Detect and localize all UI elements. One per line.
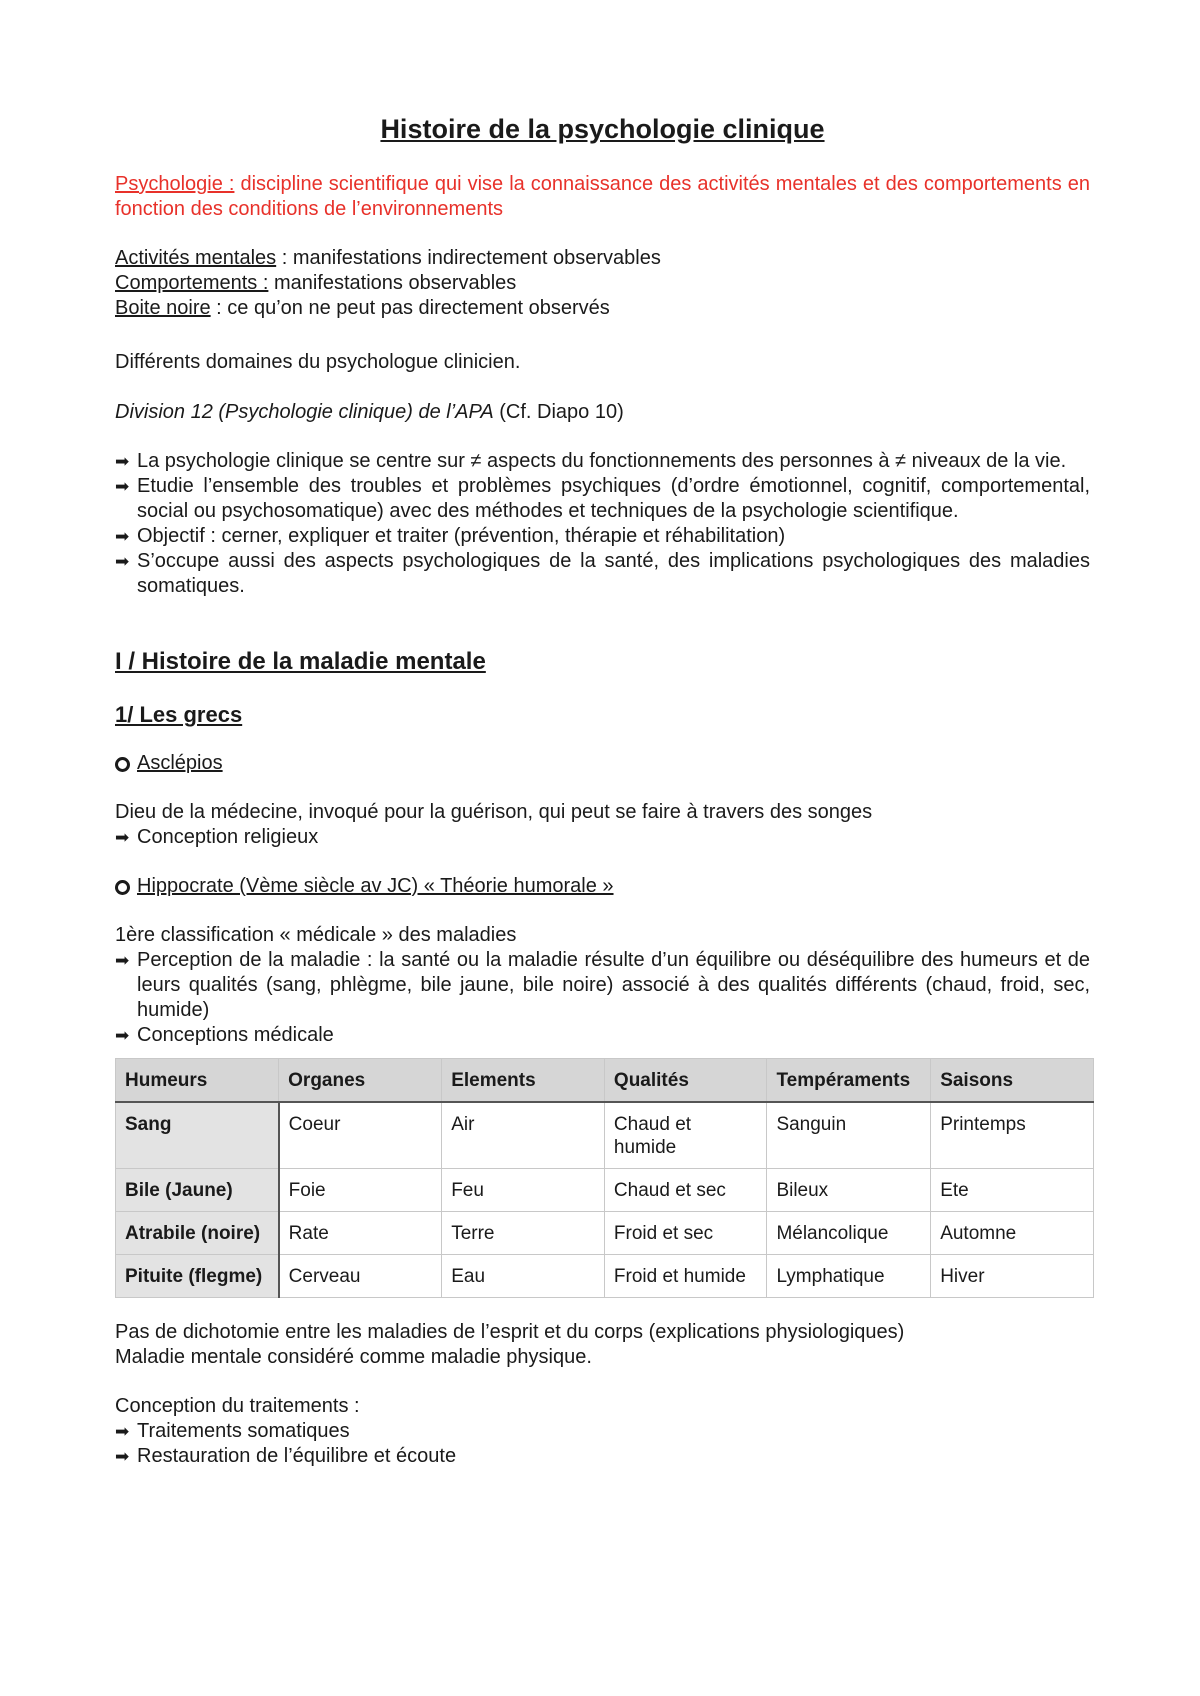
term-text: manifestations indirectement observables <box>292 247 661 269</box>
list-item <box>115 948 1090 1023</box>
table-cell: Ete <box>931 1169 1094 1212</box>
table-cell: Chaud et sec <box>604 1169 767 1212</box>
hippocrate-bullet-list <box>115 948 1090 1048</box>
arrow-icon: ➡ <box>115 1422 130 1441</box>
division-italic: Division 12 (Psychologie clinique) de l’APA <box>115 401 494 423</box>
circle-bullet-icon <box>115 880 130 895</box>
list-item-text: Restauration de l’équilibre et écoute <box>137 1445 457 1467</box>
section-heading: I / Histoire de la maladie mentale <box>115 648 486 675</box>
spacer <box>115 729 1090 751</box>
table-cell: Coeur <box>279 1102 442 1169</box>
table-cell: Mélancolique <box>767 1212 931 1255</box>
table-cell: Hiver <box>931 1255 1094 1298</box>
table-cell: Bileux <box>767 1169 931 1212</box>
table-header-cell: Qualités <box>604 1059 767 1103</box>
table-row <box>116 1169 1094 1212</box>
term-label: Activités mentales <box>115 247 277 269</box>
domains-line: Différents domaines du psychologue clinicien. <box>115 351 521 373</box>
hippocrate-heading <box>115 874 1090 899</box>
document-content <box>115 112 1090 1469</box>
table-header-cell: Organes <box>279 1059 442 1103</box>
term-separator: : <box>276 247 293 269</box>
division-line <box>115 400 1090 425</box>
list-item-text: Conception religieux <box>137 826 319 848</box>
term-line <box>115 296 1090 321</box>
spacer <box>115 1298 1090 1320</box>
arrow-icon: ➡ <box>115 552 130 571</box>
list-item <box>115 1444 1090 1469</box>
table-cell: Froid et sec <box>604 1212 767 1255</box>
asclepios-title: Asclépios <box>137 752 223 774</box>
spacer <box>115 677 1090 701</box>
table-header-cell: Saisons <box>931 1059 1094 1103</box>
table-cell: Terre <box>442 1212 605 1255</box>
arrow-icon: ➡ <box>115 452 130 471</box>
spacer <box>115 1370 1090 1394</box>
table-row-header: Atrabile (noire) <box>116 1212 279 1255</box>
hippocrate-text: 1ère classification « médicale » des maladies <box>115 924 517 946</box>
arrow-icon: ➡ <box>115 1447 130 1466</box>
arrow-icon: ➡ <box>115 527 130 546</box>
table-cell: Foie <box>279 1169 442 1212</box>
term-label: Comportements : <box>115 272 269 294</box>
table-cell: Automne <box>931 1212 1094 1255</box>
table-cell: Sanguin <box>767 1102 931 1169</box>
table-cell: Cerveau <box>279 1255 442 1298</box>
term-line <box>115 271 1090 296</box>
division-rest: (Cf. Diapo 10) <box>493 401 624 423</box>
asclepios-text: Dieu de la médecine, invoqué pour la guérison, qui peut se faire à travers des songes <box>115 801 873 823</box>
list-item <box>115 449 1090 474</box>
spacer <box>115 899 1090 923</box>
table-header-row <box>116 1059 1094 1103</box>
term-text: ce qu’on ne peut pas directement observés <box>227 297 610 319</box>
spacer <box>115 599 1090 647</box>
spacer <box>115 776 1090 800</box>
list-item <box>115 1419 1090 1444</box>
asclepios-bullet-list <box>115 825 1090 850</box>
after-table-line: Maladie mentale considéré comme maladie physique. <box>115 1346 592 1368</box>
treatment-heading: Conception du traitements : <box>115 1395 360 1417</box>
term-label: Boite noire <box>115 297 211 319</box>
asclepios-heading <box>115 751 1090 776</box>
table-cell: Rate <box>279 1212 442 1255</box>
term-text: manifestations observables <box>273 272 517 294</box>
list-item <box>115 1023 1090 1048</box>
table-row <box>116 1102 1094 1169</box>
list-item-text: Objectif : cerner, expliquer et traiter (prévention, thérapie et réhabilitation) <box>137 525 786 547</box>
table-cell: Chaud et humide <box>604 1102 767 1169</box>
arrow-icon: ➡ <box>115 477 130 496</box>
spacer <box>115 850 1090 874</box>
table-cell: Eau <box>442 1255 605 1298</box>
after-table-line: Pas de dichotomie entre les maladies de l’esprit et du corps (explications physiologiques) <box>115 1321 905 1343</box>
arrow-icon: ➡ <box>115 951 130 970</box>
list-item-text: Traitements somatiques <box>137 1420 350 1442</box>
table-row <box>116 1255 1094 1298</box>
spacer <box>115 375 1090 400</box>
table-cell: Lymphatique <box>767 1255 931 1298</box>
table-row-header: Pituite (flegme) <box>116 1255 279 1298</box>
list-item-text: S’occupe aussi des aspects psychologiques de la santé, des implications psychologiques des maladies somatiques. <box>137 550 1090 597</box>
list-item-text: La psychologie clinique se centre sur ≠ aspects du fonctionnements des personnes à ≠ niveaux de la vie. <box>137 450 1067 472</box>
spacer <box>115 321 1090 350</box>
arrow-icon: ➡ <box>115 1026 130 1045</box>
arrow-icon: ➡ <box>115 828 130 847</box>
table-header-cell: Tempéraments <box>767 1059 931 1103</box>
spacer <box>115 222 1090 246</box>
table-row <box>116 1212 1094 1255</box>
humors-table <box>115 1058 1094 1298</box>
document-title: Histoire de la psychologie clinique <box>380 114 825 144</box>
list-item-text: Etudie l’ensemble des troubles et problèmes psychiques (d’ordre émotionnel, cognitif, comportemental, social ou psychosomatique) avec des méthodes et techniques de la psychologie scientifique. <box>137 475 1090 522</box>
circle-bullet-icon <box>115 757 130 772</box>
definition-term: Psychologie : <box>115 173 235 195</box>
list-item-text: Perception de la maladie : la santé ou la maladie résulte d’un équilibre ou déséquilibre des humeurs et de leurs qualités (sang, phlègme, bile jaune, bile noire) associé à des qualités différents (chaud, froid, sec, humide) <box>137 949 1090 1021</box>
table-row-header: Bile (Jaune) <box>116 1169 279 1212</box>
treatment-bullet-list <box>115 1419 1090 1469</box>
spacer <box>115 425 1090 449</box>
table-cell: Feu <box>442 1169 605 1212</box>
table-cell: Froid et humide <box>604 1255 767 1298</box>
list-item <box>115 825 1090 850</box>
definition-text: discipline scientifique qui vise la connaissance des activités mentales et des comportements en fonction des conditions de l’environnements <box>115 173 1090 220</box>
hippocrate-title: Hippocrate (Vème siècle av JC) « Théorie humorale » <box>137 875 614 897</box>
table-row-header: Sang <box>116 1102 279 1169</box>
table-header-cell: Humeurs <box>116 1059 279 1103</box>
intro-bullet-list <box>115 449 1090 599</box>
table-cell: Air <box>442 1102 605 1169</box>
table-header-cell: Elements <box>442 1059 605 1103</box>
list-item <box>115 474 1090 524</box>
term-line <box>115 246 1090 271</box>
list-item <box>115 549 1090 599</box>
list-item-text: Conceptions médicale <box>137 1024 334 1046</box>
list-item <box>115 524 1090 549</box>
table-cell: Printemps <box>931 1102 1094 1169</box>
definition-paragraph <box>115 172 1090 222</box>
subsection-heading: 1/ Les grecs <box>115 702 243 727</box>
term-separator: : <box>210 297 228 319</box>
